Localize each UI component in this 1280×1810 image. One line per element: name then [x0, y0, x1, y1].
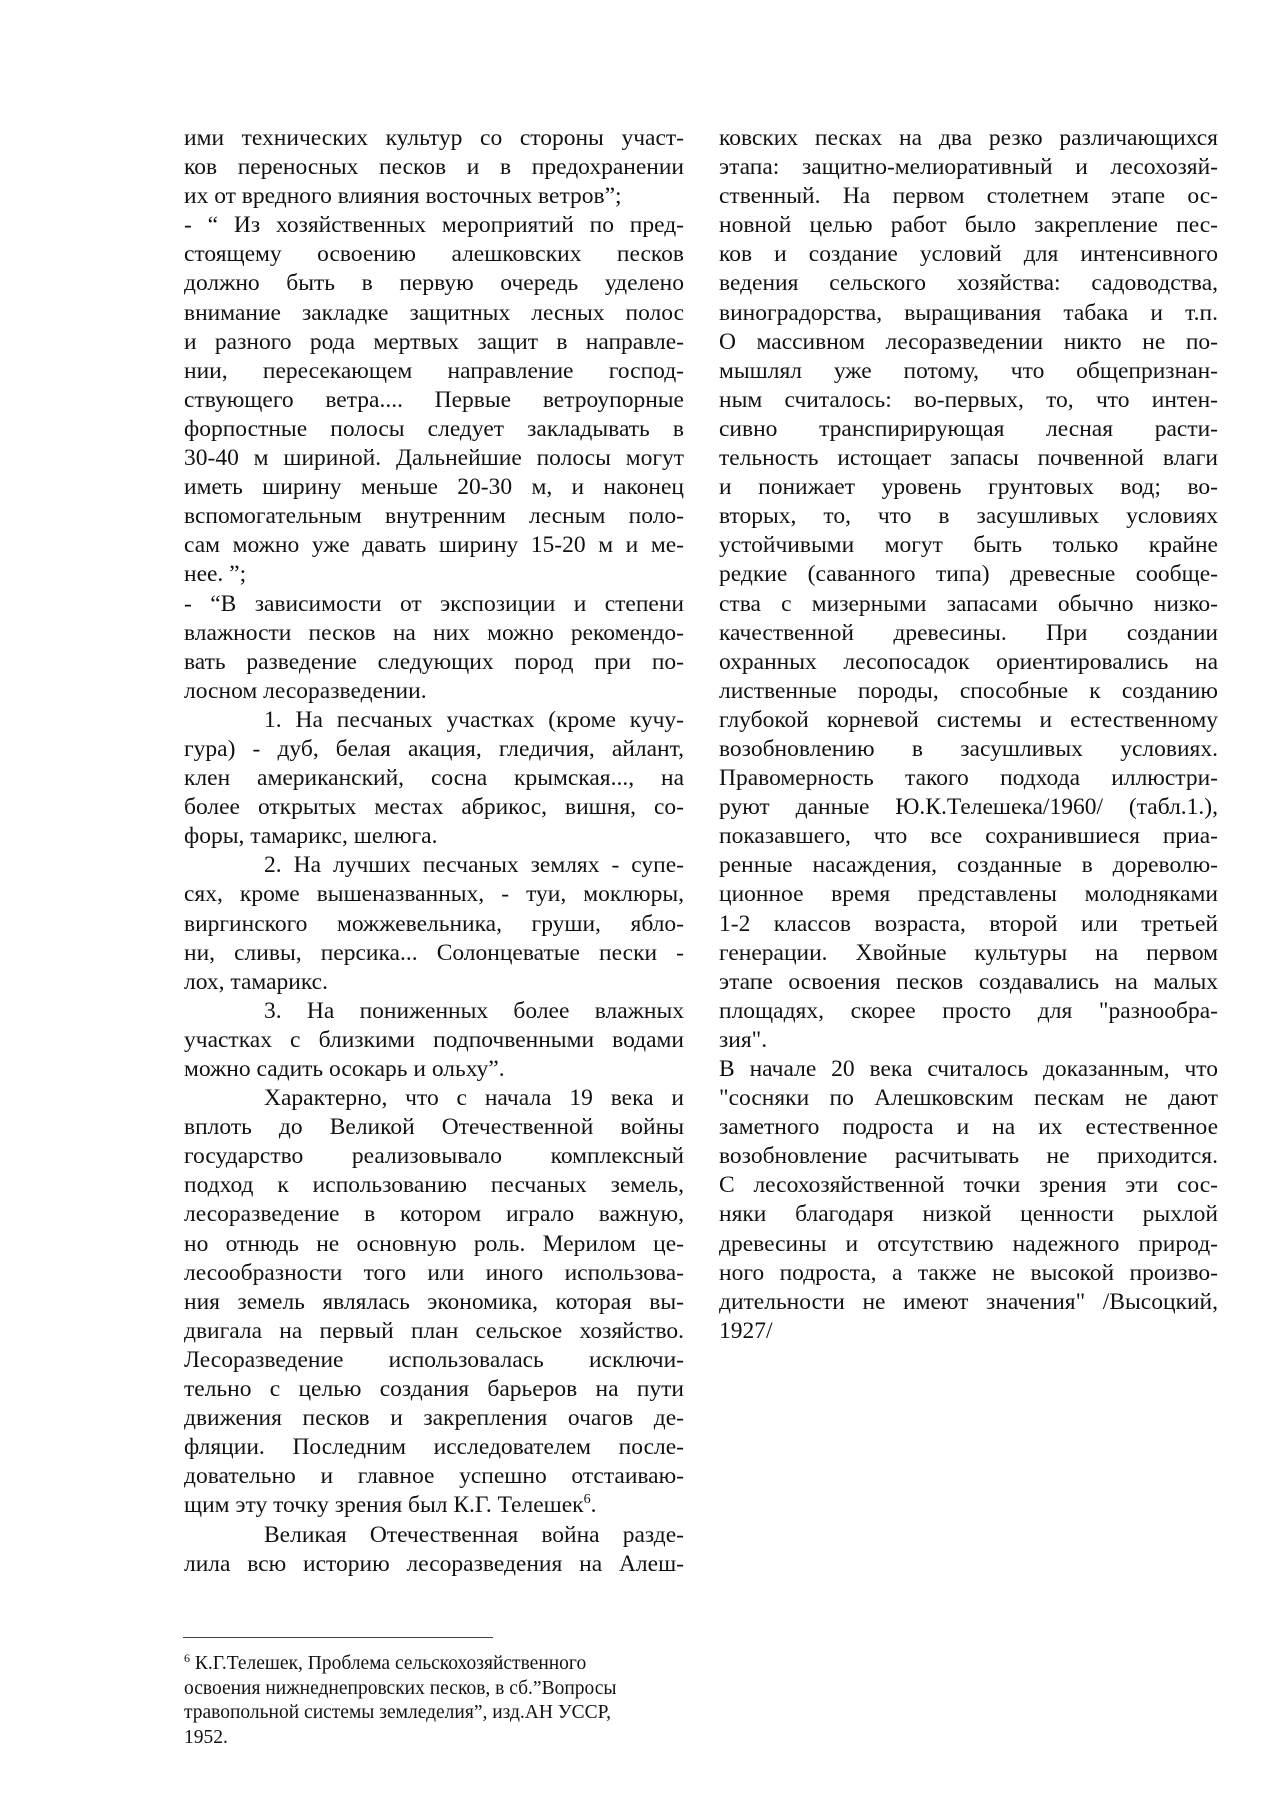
- text-line: вать разведение следующих пород при по-: [184, 648, 684, 675]
- text-line: 1-2 классов возраста, второй или третьей: [719, 910, 1218, 937]
- right-column: [719, 124, 1218, 1346]
- text-line: клен американский, сосна крымская..., на: [184, 765, 684, 792]
- text-line: няки благодаря низкой ценности рыхлой: [719, 1201, 1218, 1228]
- text-line: площадях, скорее просто для "разнообра-: [719, 997, 1218, 1024]
- text-line: новной целью работ было закрепление пес-: [719, 212, 1218, 239]
- text-line: генерации. Хвойные культуры на первом: [719, 939, 1218, 966]
- text-line: тельно с целью создания барьеров на пути: [184, 1376, 684, 1403]
- text-line: иметь ширину меньше 20-30 м, и наконец: [184, 474, 684, 501]
- text-line: щим эту точку зрения был К.Г. Телешек$^6$.: [184, 1492, 597, 1519]
- text-line: "сосняки по Алешковским пескам не дают: [719, 1085, 1218, 1112]
- text-line: виргинского можжевельника, груши, ябло-: [184, 910, 684, 937]
- text-line: ков переносных песков и в предохранении: [184, 154, 684, 181]
- text-line: 1. На песчаных участках (кроме кучу-: [264, 706, 684, 733]
- footnote-separator: [183, 1637, 493, 1638]
- text-line: этапа: защитно-мелиоративный и лесохозяй-: [719, 154, 1218, 181]
- text-line: ственный. На первом столетнем этапе ос-: [719, 183, 1218, 210]
- text-line: ведения сельского хозяйства: садоводства,: [719, 270, 1218, 297]
- text-line: качественной древесины. При создании: [719, 619, 1218, 646]
- text-line: форы, тамарикс, шелюга.: [184, 823, 438, 850]
- text-line: нии, пересекающем направление господ-: [184, 357, 684, 384]
- text-line: ствующего ветра.... Первые ветроупорные: [184, 386, 684, 413]
- text-line: тельность истощает запасы почвенной влаги: [719, 445, 1218, 472]
- text-line: виноградорства, выращивания табака и т.п.: [719, 299, 1218, 326]
- text-line: Правомерность такого подхода иллюстри-: [719, 765, 1218, 792]
- text-line: - “В зависимости от экспозиции и степени: [184, 590, 684, 617]
- left-column: [184, 124, 684, 1579]
- text-line: лесоразведение в котором играло важную,: [184, 1201, 684, 1228]
- text-line: стоящему освоению алешковских песков: [184, 241, 684, 268]
- text-line: возобновление расчитывать не приходится.: [719, 1143, 1218, 1170]
- text-line: 2. На лучших песчаных землях - супе-: [264, 852, 684, 879]
- text-line: зия".: [719, 1026, 768, 1053]
- footnote-line: 1952.: [184, 1726, 228, 1748]
- text-line: движения песков и закрепления очагов де-: [184, 1405, 684, 1432]
- text-line: заметного подроста и на их естественное: [719, 1114, 1218, 1141]
- text-line: глубокой корневой системы и естественному: [719, 706, 1218, 733]
- text-line: довательно и главное успешно отстаиваю-: [184, 1463, 684, 1490]
- footnote-marker: 6: [184, 1651, 190, 1665]
- text-line: 3. На пониженных более влажных: [264, 997, 684, 1024]
- text-line: лесообразности того или иного использова-: [184, 1259, 684, 1286]
- text-line: нее. ”;: [184, 561, 247, 588]
- text-line: гура) - дуб, белая акация, гледичия, айлант,: [184, 735, 684, 762]
- text-line: лосном лесоразведении.: [184, 677, 427, 704]
- text-line: дительности не имеют значения" /Высоцкий,: [719, 1288, 1218, 1315]
- text-line: должно быть в первую очередь уделено: [184, 270, 684, 297]
- text-line: этапе освоения песков создавались на малых: [719, 968, 1218, 995]
- text-line: В начале 20 века считалось доказанным, что: [719, 1056, 1218, 1082]
- text-line: фляции. Последним исследователем после-: [184, 1434, 684, 1461]
- text-line: их от вредного влияния восточных ветров”;: [184, 183, 622, 210]
- text-line: ного подроста, а также не высокой произво-: [719, 1259, 1218, 1286]
- text-line: ни, сливы, персика... Солонцеватые пески -: [184, 939, 684, 966]
- text-line: охранных лесопосадок ориентировались на: [719, 648, 1218, 675]
- text-line: ства с мизерными запасами обычно низко-: [719, 590, 1218, 617]
- text-line: Великая Отечественная война разде-: [264, 1521, 684, 1548]
- text-line: вторых, то, что в засушливых условиях: [719, 503, 1218, 530]
- text-line: ковских песках на два резко различающихся: [719, 125, 1218, 151]
- text-line: древесины и отсутствию надежного природ-: [719, 1230, 1218, 1257]
- footnote-line: $^6$ К.Г.Телешек, Проблема сельскохозяйственного: [184, 1651, 587, 1674]
- footnote: [184, 1652, 644, 1750]
- text-line: ционное время представлены молодняками: [719, 881, 1218, 908]
- text-line: редкие (саванного типа) древесные сообще-: [719, 561, 1218, 588]
- text-line: и понижает уровень грунтовых вод; во-: [719, 474, 1218, 501]
- text-line: ния земель являлась экономика, которая вы-: [184, 1288, 684, 1315]
- text-line: сях, кроме вышеназванных, - туи, моклюры,: [184, 881, 684, 908]
- text-line: 1927/: [719, 1317, 773, 1344]
- text-line: Характерно, что с начала 19 века и: [264, 1085, 684, 1112]
- text-line: возобновлению в засушливых условиях.: [719, 735, 1218, 762]
- text-line: вплоть до Великой Отечественной войны: [184, 1114, 684, 1141]
- text-line: сам можно уже давать ширину 15-20 м и ме-: [184, 532, 684, 559]
- text-line: государство реализовывало комплексный: [184, 1143, 684, 1170]
- text-line: Лесоразведение использовалась исключи-: [184, 1346, 684, 1373]
- text-line: показавшего, что все сохранившиеся приа-: [719, 823, 1218, 850]
- text-line: С лесохозяйственной точки зрения эти сос-: [719, 1172, 1218, 1199]
- text-line: можно садить осокарь и ольху”.: [184, 1056, 505, 1082]
- text-line: но отнюдь не основную роль. Мерилом це-: [184, 1230, 684, 1257]
- text-line: двигала на первый план сельское хозяйство.: [184, 1317, 684, 1344]
- text-line: руют данные Ю.К.Телешека/1960/ (табл.1.),: [719, 794, 1218, 821]
- text-line: форпостные полосы следует закладывать в: [184, 415, 684, 442]
- text-line: участках с близкими подпочвенными водами: [184, 1026, 684, 1053]
- text-line: внимание закладке защитных лесных полос: [184, 299, 684, 326]
- text-line: более открытых местах абрикос, вишня, со-: [184, 794, 684, 821]
- text-line: ренные насаждения, созданные в дореволю-: [719, 852, 1218, 879]
- footnote-line: травопольной системы земледелия”, изд.АН УССР,: [184, 1702, 611, 1723]
- text-line: вспомогательным внутренним лесным поло-: [184, 503, 684, 530]
- text-line: лила всю историю лесоразведения на Алеш-: [184, 1550, 684, 1577]
- text-line: лиственные породы, способные к созданию: [719, 677, 1218, 704]
- text-line: О массивном лесоразведении никто не по-: [719, 328, 1218, 355]
- text-line: ным считалось: во-первых, то, что интен-: [719, 386, 1218, 413]
- text-line: сивно транспирирующая лесная расти-: [719, 415, 1218, 442]
- text-line: 30-40 м шириной. Дальнейшие полосы могут: [184, 445, 684, 472]
- footnote-reference[interactable]: 6: [583, 1492, 591, 1508]
- text-line: ков и создание условий для интенсивного: [719, 241, 1218, 268]
- text-line: лох, тамарикс.: [184, 968, 328, 995]
- text-line: подход к использованию песчаных земель,: [184, 1172, 684, 1199]
- text-line: влажности песков на них можно рекомендо-: [184, 619, 684, 646]
- text-line: - “ Из хозяйственных мероприятий по пред-: [184, 212, 684, 239]
- footnote-line: освоения нижнеднепровских песков, в сб.”Вопросы: [184, 1677, 617, 1699]
- text-line: и разного рода мертвых защит в направле-: [184, 328, 684, 355]
- text-line: ими технических культур со стороны участ-: [184, 125, 684, 151]
- text-line: устойчивыми могут быть только крайне: [719, 532, 1218, 559]
- text-line: мышлял уже потому, что общепризнан-: [719, 357, 1218, 384]
